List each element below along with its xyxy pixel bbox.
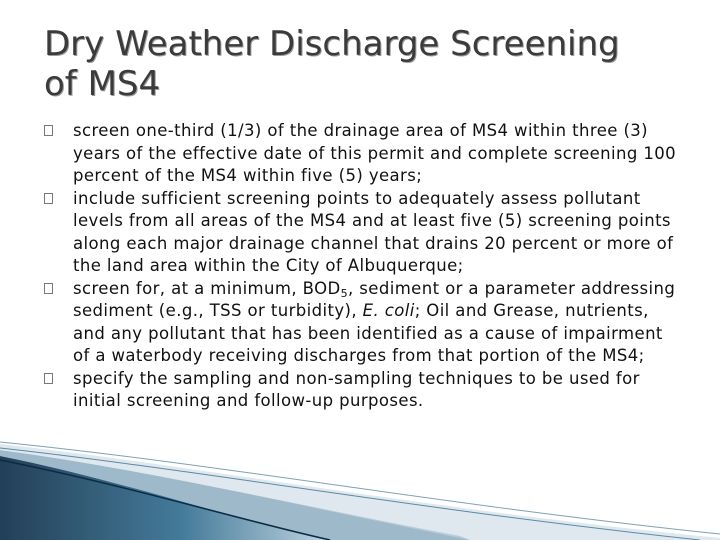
organism-name: E. coli [362,301,415,320]
slide-title-line-2: of MS4 [44,64,161,104]
bullet-text-before: screen for, at a minimum, [73,278,303,298]
bullet-marker-icon [44,373,53,384]
bullet-text: include sufficient screening points to adequately assess pollutant levels from all areas of the MS4 and at least five (5) screening points along each major drainage channel that drains 20 percent or more of the land area within the City of Albuquerque; [73,188,674,275]
bullet-list [44,120,684,413]
chemical-bod5 [303,279,348,298]
bullet-marker-icon [44,193,53,204]
chemical-subscript: 5 [340,286,348,300]
bullet-item [44,120,684,188]
bullet-text-middle: , sediment or a parameter addressing sediment (e.g., TSS or turbidity), [73,278,676,320]
slide-title [44,24,684,104]
bullet-item [44,368,684,413]
decorative-swoosh [0,440,720,540]
bullet-text-after: ; Oil and Grease, nutrients, and any pollutant that has been identified as a cause of impairment of a waterbody receiving discharges from that portion of the MS4; [73,301,663,365]
chemical-name: BOD [302,278,341,298]
slide-title-line-1: Dry Weather Discharge Screening [44,24,620,64]
bullet-item [44,188,684,278]
bullet-marker-icon [44,283,53,294]
bullet-text: specify the sampling and non-sampling techniques to be used for initial screening and follow-up purposes. [73,368,640,410]
bullet-marker-icon [44,125,53,136]
bullet-item [44,278,684,368]
bullet-text: screen one-third (1/3) of the drainage area of MS4 within three (3) years of the effective date of this permit and complete screening 100 percent of the MS4 within five (5) years; [73,121,677,185]
